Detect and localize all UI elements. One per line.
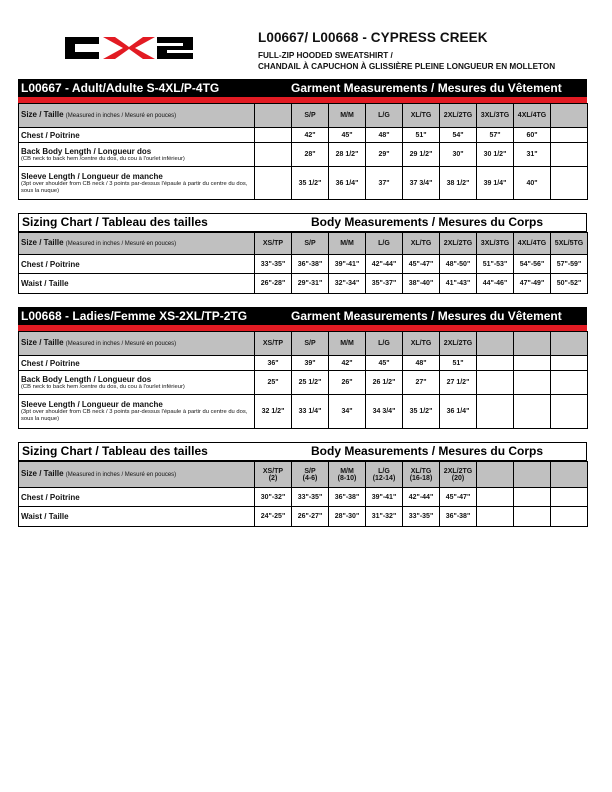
value-cell	[255, 167, 292, 200]
product-name-fr: CHANDAIL À CAPUCHON À GLISSIÈRE PLEINE LONGUEUR EN MOLLETON	[258, 62, 556, 71]
size-header-cell	[292, 462, 329, 488]
size-header-cell	[440, 104, 477, 128]
size-name: XL/TG	[410, 467, 432, 475]
value-cell: 25"	[255, 371, 292, 395]
size-header-cell	[255, 332, 292, 356]
adult-body-section	[18, 213, 587, 294]
value-cell: 33"-35"	[403, 507, 440, 527]
row-label-text: Back Body Length / Longueur dos	[21, 146, 152, 156]
value-cell: 45"-47"	[403, 255, 440, 274]
value-cell	[551, 128, 588, 143]
size-note: (Measured in inches / Mesuré en pouces)	[65, 472, 177, 479]
value-cell: 27 1/2"	[440, 371, 477, 395]
size-name: 3XL/3TG	[480, 240, 510, 247]
value-cell: 26 1/2"	[366, 371, 403, 395]
size-header-cell	[477, 332, 514, 356]
size-name: M/M	[340, 112, 354, 119]
size-header-cell	[551, 233, 588, 255]
value-cell	[255, 128, 292, 143]
size-header-cell	[292, 104, 329, 128]
value-cell	[551, 488, 588, 507]
section-title: L00668 - Ladies/Femme XS-2XL/TP-2TG	[21, 309, 248, 323]
table-row	[19, 395, 588, 429]
value-cell: 39 1/4"	[477, 167, 514, 200]
value-cell	[255, 143, 292, 167]
row-label	[19, 356, 255, 371]
size-name: 2XL/2TG	[443, 340, 473, 347]
value-cell: 47"-49"	[514, 274, 551, 294]
size-header-row	[19, 233, 588, 255]
value-cell	[551, 356, 588, 371]
value-cell: 35 1/2"	[403, 395, 440, 429]
value-cell: 28"	[292, 143, 329, 167]
value-cell: 26"-28"	[255, 274, 292, 294]
size-name: XL/TG	[410, 112, 432, 119]
value-cell: 36 1/4"	[329, 167, 366, 200]
value-cell: 36"-38"	[292, 255, 329, 274]
value-cell: 26"	[329, 371, 366, 395]
row-label	[19, 274, 255, 294]
value-cell: 44"-46"	[477, 274, 514, 294]
size-name: 5XL/5TG	[554, 240, 584, 247]
table-row	[19, 371, 588, 395]
value-cell	[477, 356, 514, 371]
value-cell: 34"	[329, 395, 366, 429]
size-header-cell	[366, 332, 403, 356]
value-cell: 38"-40"	[403, 274, 440, 294]
size-numeric: (20)	[451, 474, 465, 482]
row-label-text: Back Body Length / Longueur dos	[21, 374, 152, 384]
value-cell	[514, 395, 551, 429]
size-header-row	[19, 462, 588, 488]
section-title: Sizing Chart / Tableau des tailles	[22, 444, 208, 458]
value-cell: 36"	[255, 356, 292, 371]
ladies-garment-table	[18, 331, 588, 429]
size-header-cell	[551, 104, 588, 128]
value-cell: 24"-25"	[255, 507, 292, 527]
value-cell: 48"	[403, 356, 440, 371]
table-row	[19, 356, 588, 371]
value-cell: 29 1/2"	[403, 143, 440, 167]
size-header-cell	[292, 233, 329, 255]
value-cell: 37 3/4"	[403, 167, 440, 200]
value-cell: 32"-34"	[329, 274, 366, 294]
value-cell	[477, 395, 514, 429]
value-cell	[477, 371, 514, 395]
size-name: XS/TP	[262, 340, 284, 347]
size-header-row	[19, 104, 588, 128]
section-title-bar	[18, 307, 587, 325]
row-label-text: Sleeve Length / Longueur de manche	[21, 400, 163, 409]
value-cell	[514, 488, 551, 507]
value-cell: 31"	[514, 143, 551, 167]
size-header-cell	[366, 233, 403, 255]
row-note: (CB neck to back hem /centre du dos, du cou à l'ourlet inférieur)	[21, 155, 185, 162]
size-label-text: Size / Taille	[21, 338, 64, 348]
table-row	[19, 255, 588, 274]
value-cell	[551, 395, 588, 429]
size-name: XL/TG	[410, 340, 432, 347]
value-cell: 45"	[366, 356, 403, 371]
value-cell: 60"	[514, 128, 551, 143]
size-name: XL/TG	[410, 240, 432, 247]
section-title: Sizing Chart / Tableau des tailles	[22, 215, 208, 229]
size-label	[19, 104, 255, 128]
value-cell: 41"-43"	[440, 274, 477, 294]
value-cell	[477, 507, 514, 527]
row-label-text: Chest / Poitrine	[21, 492, 80, 502]
size-name: M/M	[340, 467, 354, 475]
row-label-text: Chest / Poitrine	[21, 358, 80, 368]
row-label	[19, 488, 255, 507]
size-header-cell	[255, 104, 292, 128]
size-header-cell	[514, 104, 551, 128]
row-label	[19, 507, 255, 527]
size-header-cell	[329, 233, 366, 255]
size-header-cell	[255, 233, 292, 255]
size-numeric: (4-6)	[302, 474, 318, 482]
value-cell: 39"-41"	[329, 255, 366, 274]
row-label-text: Waist / Taille	[21, 512, 69, 521]
value-cell: 45"-47"	[440, 488, 477, 507]
value-cell: 48"-50"	[440, 255, 477, 274]
size-name: S/P	[304, 467, 316, 475]
value-cell	[551, 371, 588, 395]
row-label-text: Waist / Taille	[21, 279, 69, 288]
row-note: (3pt over shoulder from CB neck / 3 points par-dessus l'épaule à partir du centre du dos, sous la nuque)	[21, 409, 248, 422]
size-name: M/M	[340, 340, 354, 347]
value-cell: 57"-59"	[551, 255, 588, 274]
value-cell	[551, 507, 588, 527]
size-header-cell	[366, 462, 403, 488]
size-label	[19, 233, 255, 255]
value-cell: 51"-53"	[477, 255, 514, 274]
size-header-cell	[403, 332, 440, 356]
size-header-cell	[292, 332, 329, 356]
value-cell: 29"-31"	[292, 274, 329, 294]
size-header-cell	[514, 332, 551, 356]
size-numeric: (2)	[268, 474, 278, 482]
row-label	[19, 371, 255, 395]
size-note: (Measured in inches / Mesuré en pouces)	[65, 341, 177, 348]
value-cell	[551, 167, 588, 200]
section-subtitle: Garment Measurements / Mesures du Vêtement	[291, 81, 562, 95]
value-cell: 36"-38"	[329, 488, 366, 507]
value-cell: 30"-32"	[255, 488, 292, 507]
size-name: 4XL/4TG	[517, 240, 547, 247]
table-row	[19, 274, 588, 294]
value-cell: 26"-27"	[292, 507, 329, 527]
size-label-text: Size / Taille	[21, 469, 64, 479]
size-name: 4XL/4TG	[517, 112, 547, 119]
size-name: 2XL/2TG	[443, 112, 473, 119]
adult-garment-section	[18, 79, 587, 200]
value-cell: 54"-56"	[514, 255, 551, 274]
section-title-bar	[18, 213, 587, 232]
size-note: (Measured in inches / Mesuré en pouces)	[65, 241, 177, 248]
size-label	[19, 462, 255, 488]
value-cell: 38 1/2"	[440, 167, 477, 200]
value-cell: 45"	[329, 128, 366, 143]
value-cell: 51"	[403, 128, 440, 143]
value-cell: 28 1/2"	[329, 143, 366, 167]
ladies-body-table	[18, 461, 588, 527]
row-note: (3pt over shoulder from CB neck / 3 points par-dessus l'épaule à partir du centre du dos, sous la nuque)	[21, 180, 248, 194]
value-cell: 31"-32"	[366, 507, 403, 527]
value-cell: 40"	[514, 167, 551, 200]
size-name: L/G	[378, 112, 390, 119]
section-subtitle: Body Measurements / Mesures du Corps	[311, 215, 544, 229]
size-name: S/P	[304, 112, 316, 119]
document-header	[258, 30, 555, 72]
value-cell: 33"-35"	[255, 255, 292, 274]
size-header-cell	[255, 462, 292, 488]
value-cell: 36"-38"	[440, 507, 477, 527]
size-label-text: Size / Taille	[21, 110, 64, 120]
size-numeric: (12-14)	[372, 474, 396, 482]
size-header-row	[19, 332, 588, 356]
product-code: L00667/ L00668 - CYPRESS CREEK	[258, 30, 488, 45]
row-label-text: Sleeve Length / Longueur de manche	[21, 171, 163, 181]
value-cell: 28"-30"	[329, 507, 366, 527]
value-cell: 39"	[292, 356, 329, 371]
size-header-cell	[551, 332, 588, 356]
product-name-en: FULL-ZIP HOODED SWEATSHIRT /	[258, 51, 393, 60]
table-row	[19, 488, 588, 507]
value-cell: 36 1/4"	[440, 395, 477, 429]
value-cell	[551, 143, 588, 167]
section-title-bar	[18, 442, 587, 461]
size-name: 2XL/2TG	[443, 467, 473, 475]
size-name: 2XL/2TG	[443, 240, 473, 247]
size-name: M/M	[340, 240, 354, 247]
row-label	[19, 167, 255, 200]
value-cell: 35 1/2"	[292, 167, 329, 200]
cx2-logo	[63, 33, 197, 63]
row-label	[19, 255, 255, 274]
table-row	[19, 507, 588, 527]
size-numeric: (8-10)	[337, 474, 357, 482]
row-label-text: Chest / Poitrine	[21, 130, 80, 140]
value-cell: 57"	[477, 128, 514, 143]
size-header-cell	[477, 104, 514, 128]
value-cell: 29"	[366, 143, 403, 167]
value-cell	[514, 371, 551, 395]
size-header-cell	[514, 233, 551, 255]
section-title: L00667 - Adult/Adulte S-4XL/P-4TG	[21, 81, 220, 95]
size-header-cell	[329, 462, 366, 488]
size-header-cell	[329, 104, 366, 128]
value-cell: 42"	[292, 128, 329, 143]
row-label-text: Chest / Poitrine	[21, 259, 80, 269]
size-label-text: Size / Taille	[21, 238, 64, 248]
value-cell	[514, 356, 551, 371]
section-subtitle: Body Measurements / Mesures du Corps	[311, 444, 544, 458]
ladies-body-section	[18, 442, 587, 527]
value-cell	[514, 507, 551, 527]
size-name: 3XL/3TG	[480, 112, 510, 119]
size-header-cell	[440, 332, 477, 356]
size-numeric: (16-18)	[409, 474, 433, 482]
size-name: S/P	[304, 340, 316, 347]
value-cell: 30 1/2"	[477, 143, 514, 167]
ladies-garment-section	[18, 307, 587, 429]
size-header-cell	[514, 462, 551, 488]
value-cell: 34 3/4"	[366, 395, 403, 429]
value-cell: 54"	[440, 128, 477, 143]
value-cell: 50"-52"	[551, 274, 588, 294]
size-header-cell	[329, 332, 366, 356]
value-cell: 42"-44"	[403, 488, 440, 507]
size-name: L/G	[378, 340, 390, 347]
row-note: (CB neck to back hem /centre du dos, du cou à l'ourlet inférieur)	[21, 383, 185, 390]
size-name: XS/TP	[262, 240, 284, 247]
value-cell: 39"-41"	[366, 488, 403, 507]
value-cell: 25 1/2"	[292, 371, 329, 395]
size-header-cell	[403, 462, 440, 488]
size-note: (Measured in inches / Mesuré en pouces)	[65, 113, 177, 120]
adult-body-table	[18, 232, 588, 294]
size-header-cell	[440, 462, 477, 488]
value-cell: 35"-37"	[366, 274, 403, 294]
adult-garment-table	[18, 103, 588, 200]
row-label	[19, 395, 255, 429]
size-name: S/P	[304, 240, 316, 247]
row-label	[19, 128, 255, 143]
value-cell: 42"	[329, 356, 366, 371]
value-cell: 37"	[366, 167, 403, 200]
table-row	[19, 167, 588, 200]
size-header-cell	[551, 462, 588, 488]
value-cell: 30"	[440, 143, 477, 167]
row-label	[19, 143, 255, 167]
value-cell: 33 1/4"	[292, 395, 329, 429]
table-row	[19, 128, 588, 143]
table-row	[19, 143, 588, 167]
size-header-cell	[477, 233, 514, 255]
value-cell: 51"	[440, 356, 477, 371]
size-header-cell	[403, 233, 440, 255]
size-name: L/G	[378, 240, 390, 247]
section-title-bar	[18, 79, 587, 97]
size-name: XS/TP	[262, 467, 284, 475]
value-cell: 33"-35"	[292, 488, 329, 507]
value-cell	[477, 488, 514, 507]
value-cell: 32 1/2"	[255, 395, 292, 429]
value-cell: 27"	[403, 371, 440, 395]
size-header-cell	[366, 104, 403, 128]
value-cell: 48"	[366, 128, 403, 143]
section-subtitle: Garment Measurements / Mesures du Vêtement	[291, 309, 562, 323]
size-header-cell	[440, 233, 477, 255]
size-header-cell	[477, 462, 514, 488]
size-header-cell	[403, 104, 440, 128]
size-name: L/G	[378, 467, 390, 475]
value-cell: 42"-44"	[366, 255, 403, 274]
size-label	[19, 332, 255, 356]
